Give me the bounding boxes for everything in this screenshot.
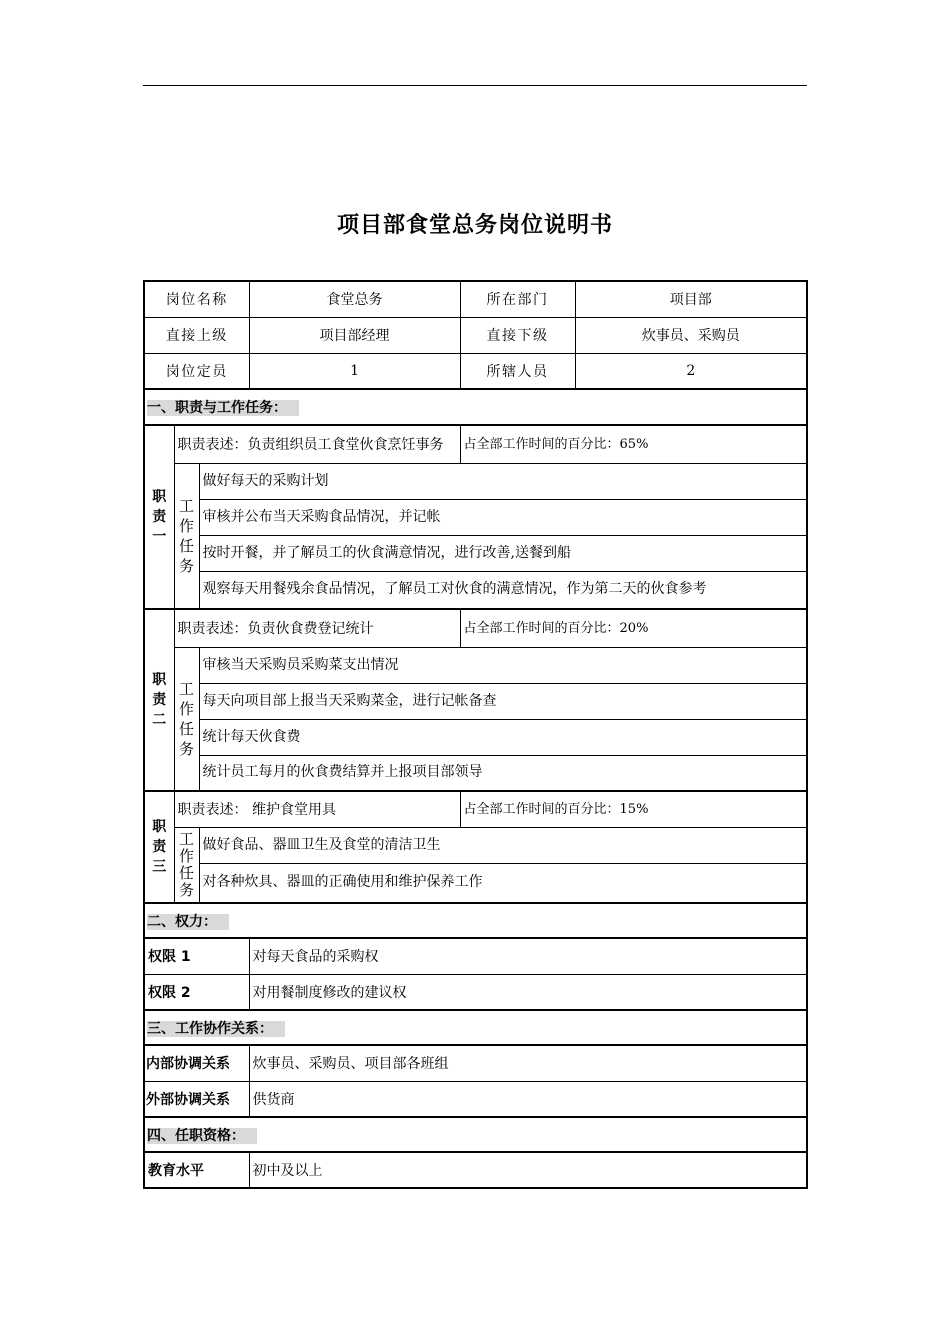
power-row: [144, 938, 807, 974]
section-title: 二、权力：: [147, 914, 229, 930]
qualification-value: 初中及以上: [249, 1152, 807, 1188]
header-label: 直接下级: [460, 317, 575, 353]
duty-label: 职 责 二: [144, 609, 174, 791]
duty-desc-row: [144, 425, 807, 463]
task-row: [144, 571, 807, 609]
task-row: [144, 827, 807, 863]
header-row: [144, 317, 807, 353]
task-item: 做好食品、器皿卫生及食堂的清洁卫生: [199, 827, 807, 863]
section-header: [144, 1117, 807, 1152]
header-value: 2: [575, 353, 807, 389]
duty-label: 职 责 一: [144, 425, 174, 609]
task-item: 审核当天采购员采购菜支出情况: [199, 647, 807, 683]
task-row: [144, 463, 807, 499]
section-header: [144, 389, 807, 425]
section-title: 三、工作协作关系：: [147, 1021, 285, 1037]
relation-value: 炊事员、采购员、项目部各班组: [249, 1045, 807, 1081]
header-row: [144, 281, 807, 317]
task-row: [144, 719, 807, 755]
task-row: [144, 647, 807, 683]
form-table: [143, 280, 808, 1189]
task-item: 统计员工每月的伙食费结算并上报项目部领导: [199, 755, 807, 791]
time-percentage: 占全部工作时间的百分比：65%: [460, 425, 807, 463]
task-item: 观察每天用餐残余食品情况，了解员工对伙食的满意情况，作为第二天的伙食参考: [199, 571, 807, 609]
task-label: 工 作 任 务: [174, 463, 199, 609]
task-item: 按时开餐，并了解员工的伙食满意情况，进行改善,送餐到船: [199, 535, 807, 571]
header-value: 1: [249, 353, 460, 389]
header-label: 岗位定员: [144, 353, 249, 389]
duty-desc-row: [144, 609, 807, 647]
header-value: 炊事员、采购员: [575, 317, 807, 353]
time-percentage: 占全部工作时间的百分比：20%: [460, 609, 807, 647]
page-title: 项目部食堂总务岗位说明书: [336, 213, 613, 238]
task-row: [144, 535, 807, 571]
task-item: 统计每天伙食费: [199, 719, 807, 755]
power-label: 权限 1: [144, 938, 249, 974]
header-value: 食堂总务: [249, 281, 460, 317]
task-row: [144, 683, 807, 719]
top-rule: [143, 85, 807, 86]
task-row: [144, 499, 807, 535]
task-item: 做好每天的采购计划: [199, 463, 807, 499]
qualification-row: [144, 1152, 807, 1188]
task-item: 每天向项目部上报当天采购菜金，进行记帐备查: [199, 683, 807, 719]
section-title: 一、职责与工作任务：: [147, 400, 299, 416]
section-header: [144, 903, 807, 938]
section-header: [144, 1010, 807, 1045]
duty-description: 职责表述：负责伙食费登记统计: [174, 609, 460, 647]
power-value: 对每天食品的采购权: [249, 938, 807, 974]
qualification-label: 教育水平: [144, 1152, 249, 1188]
relation-label: 外部协调关系: [144, 1081, 249, 1117]
header-label: 岗位名称: [144, 281, 249, 317]
relation-row: [144, 1045, 807, 1081]
header-label: 所在部门: [460, 281, 575, 317]
power-value: 对用餐制度修改的建议权: [249, 974, 807, 1010]
relation-row: [144, 1081, 807, 1117]
task-row: [144, 755, 807, 791]
task-item: 审核并公布当天采购食品情况，并记帐: [199, 499, 807, 535]
header-value: 项目部: [575, 281, 807, 317]
relation-label: 内部协调关系: [144, 1045, 249, 1081]
power-label: 权限 2: [144, 974, 249, 1010]
header-label: 所辖人员: [460, 353, 575, 389]
time-percentage: 占全部工作时间的百分比：15%: [460, 791, 807, 827]
task-label: 工 作 任 务: [174, 827, 199, 903]
duty-description: 职责表述： 维护食堂用具: [174, 791, 460, 827]
task-label: 工 作 任 务: [174, 647, 199, 791]
task-item: 对各种炊具、器皿的正确使用和维护保养工作: [199, 863, 807, 903]
header-label: 直接上级: [144, 317, 249, 353]
duty-desc-row: [144, 791, 807, 827]
duty-description: 职责表述：负责组织员工食堂伙食烹饪事务: [174, 425, 460, 463]
power-row: [144, 974, 807, 1010]
header-row: [144, 353, 807, 389]
duty-label: 职 责 三: [144, 791, 174, 903]
header-value: 项目部经理: [249, 317, 460, 353]
section-title: 四、任职资格：: [147, 1128, 257, 1144]
job-description-form: [143, 280, 806, 1189]
task-row: [144, 863, 807, 903]
relation-value: 供货商: [249, 1081, 807, 1117]
